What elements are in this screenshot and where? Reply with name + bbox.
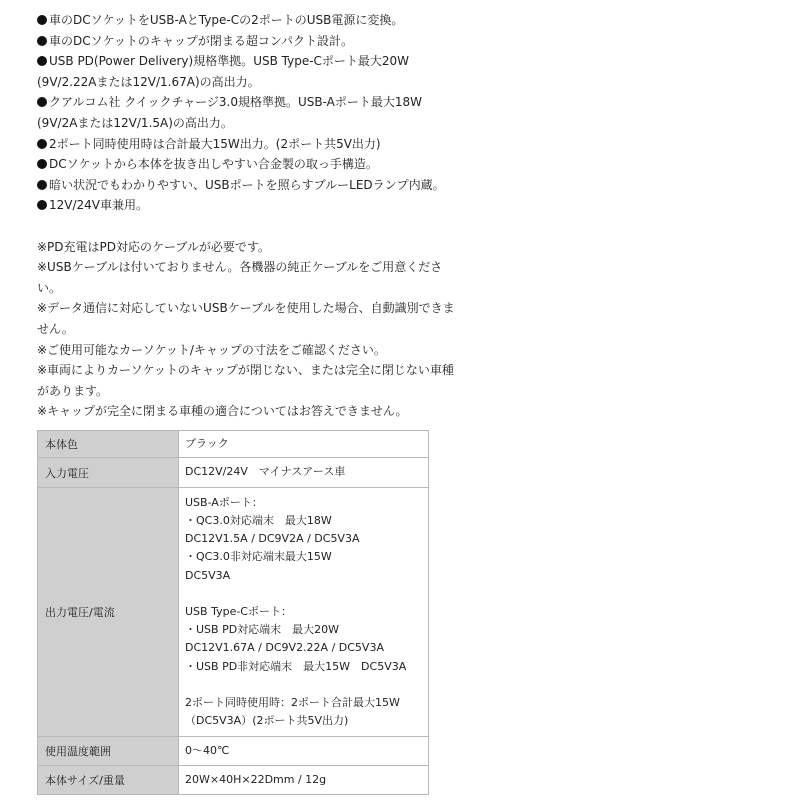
feature-item: DCソケットから本体を抜き出しやすい合金製の取っ手構造。 [37,154,477,175]
bullet-icon [37,139,47,149]
spec-value: 20W×40H×22Dmm / 12g [179,766,429,795]
feature-continuation: (9V/2Aまたは12V/1.5A)の高出力。 [37,115,233,130]
notes-list [37,237,477,422]
bullet-icon [37,56,47,66]
feature-item: 車のDCソケットをUSB-AとType-Cの2ポートのUSB電源に変換。 [37,10,477,31]
spec-label: 本体色 [38,431,179,458]
spacer [37,216,477,237]
spec-label: 使用温度範囲 [38,737,179,766]
feature-item: クアルコム社 クイックチャージ3.0規格準拠。USB-Aポート最大18W [37,92,477,113]
note-line: ※データ通信に対応していないUSBケーブルを使用した場合、自動識別できま [37,301,455,316]
note-line: ※PD充電はPD対応のケーブルが必要です。 [37,239,270,254]
product-description [37,10,477,422]
table-row [38,431,429,458]
feature-list [37,10,477,216]
spec-label: 出力電圧/電流 [38,488,179,737]
table-row [38,737,429,766]
spec-label: 本体サイズ/重量 [38,766,179,795]
note-line: ※ご使用可能なカーソケット/キャップの寸法をご確認ください。 [37,342,386,357]
bullet-icon [37,36,47,46]
note-line: ※車両によりカーソケットのキャップが閉じない、または完全に閉じない車種 [37,363,454,378]
bullet-icon [37,200,47,210]
note-line: ※キャップが完全に閉まる車種の適合についてはお答えできません。 [37,404,408,419]
feature-item: 暗い状況でもわかりやすい、USBポートを照らすブルーLEDランプ内蔵。 [37,175,477,196]
spec-value: 0～40℃ [179,737,429,766]
table-row [38,488,429,737]
spec-value: DC12V/24V マイナスアース車 [179,458,429,488]
note-line: せん。 [37,321,74,336]
table-row [38,766,429,795]
table-row [38,458,429,488]
feature-continuation: (9V/2.22Aまたは12V/1.67A)の高出力。 [37,74,260,89]
bullet-icon [37,159,47,169]
feature-item: 2ポート同時使用時は合計最大15W出力。(2ポート共5V出力) [37,134,477,155]
feature-item: 車のDCソケットのキャップが閉まる超コンパクト設計。 [37,31,477,52]
feature-item: 12V/24V車兼用。 [37,195,477,216]
bullet-icon [37,15,47,25]
spec-value: ブラック [179,431,429,458]
note-line: ※USBケーブルは付いておりません。各機器の純正ケーブルをご用意くださ [37,260,443,275]
note-line: い。 [37,280,62,295]
note-line: があります。 [37,383,109,398]
spec-value: USB-Aポート： ・QC3.0対応端末 最大18W DC12V1.5A / DC9V2A / DC5V3A ・QC3.0非対応端末最大15W DC5V3A USB Type-Cポート： ・USB PD対応端末 最大20W DC12V1.67A / DC9V2.22A / DC5V3A ・USB PD非対応端末 最大15W DC5V3A 2ポート同時使用時：2ポート合計最大15W （DC5V3A）(2ポート共5V出力) [179,488,429,737]
spec-label: 入力電圧 [38,458,179,488]
bullet-icon [37,97,47,107]
bullet-icon [37,180,47,190]
spec-table [37,430,429,795]
feature-item: USB PD(Power Delivery)規格準拠。USB Type-Cポート最大20W [37,51,477,72]
